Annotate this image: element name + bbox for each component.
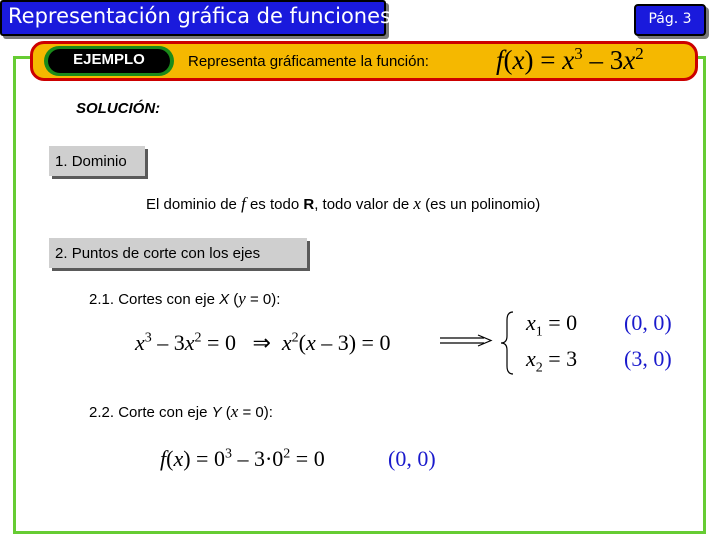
brace-icon — [498, 310, 518, 376]
domain-statement: El dominio de f es todo R, todo valor de x (es un polinomio) — [146, 194, 541, 213]
step-dominio-box — [49, 146, 145, 176]
page-number-badge — [634, 4, 706, 36]
y-axis-heading: 2.2. Corte con eje Y (x = 0): — [89, 402, 273, 421]
step-title: Dominio — [71, 153, 127, 170]
implies-arrow-icon — [438, 334, 494, 348]
x-intercept-equation: $x^3 - 3x^2 = 0$ ⇒ $x^2(x - 3) = 0$ — [135, 330, 391, 355]
root-x2: $x_2 = 3$ — [526, 346, 578, 376]
step-cortes-box — [49, 238, 307, 268]
y-intercept-equation: $f(x) = 0^3 - 3\cdot 0^2 = 0$ — [160, 446, 325, 471]
root-x1: $x_1 = 0$ — [526, 310, 578, 340]
exercise-prompt: Representa gráficamente la función: — [188, 53, 429, 70]
page-title: Representación gráfica de funciones — [8, 4, 391, 28]
step-number: 2. — [55, 245, 68, 262]
y-intercept-point: (0, 0) — [388, 446, 436, 471]
intercept-point-2: (3, 0) — [624, 346, 672, 371]
x-axis-heading: 2.1. Cortes con eje X (y = 0): — [89, 289, 281, 308]
step-number: 1. — [55, 153, 68, 170]
function-formula: $f(x) = x^3 - 3x^2$ — [496, 44, 644, 75]
page-number: Pág. 3 — [648, 11, 692, 27]
step-title: Puntos de corte con los ejes — [71, 245, 261, 262]
solution-heading: SOLUCIÓN: — [76, 100, 161, 117]
intercept-point-1: (0, 0) — [624, 310, 672, 335]
example-label: EJEMPLO — [73, 51, 145, 68]
